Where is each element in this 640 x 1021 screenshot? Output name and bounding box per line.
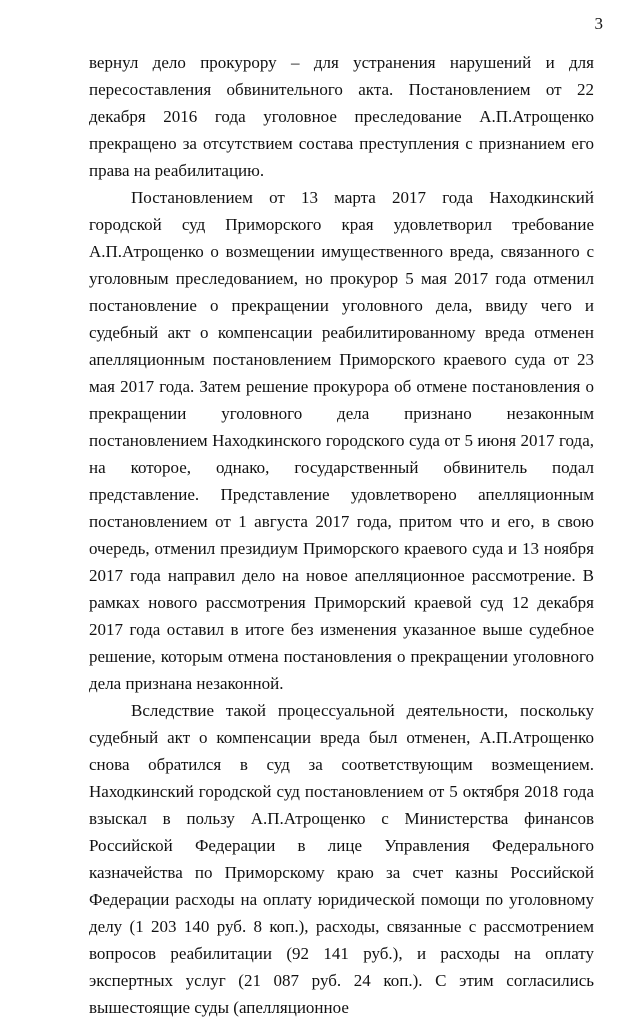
paragraph-court-decisions: Постановлением от 13 марта 2017 года Находкинский городской суд Приморского края удовлетворил требование А.П.Атрощенко о возмещении имущественного вреда, связанного с уголовным преследованием, но прокурор 5 мая 2017 года отменил постановление о прекращении уголовного дела, ввиду чего и судебный акт о компенсации реабилитированному вреда отменен апелляционным постановлением Приморского краевого суда от 23 мая 2017 года. Затем решение прокурора об отмене постановления о прекращении уголовного дела признано незаконным постановлением Находкинского городского суда от 5 июня 2017 года, на которое, однако, государственный обвинитель подал представление. Представление удовлетворено апелляционным постановлением от 1 августа 2017 года, притом что и его, в свою очередь, отменил президиум Приморского краевого суда и 13 ноября 2017 года направил дело на новое апелляционное рассмотрение. В рамках нового рассмотрения Приморский краевой суд 12 декабря 2017 года оставил в итоге без изменения указанное выше судебное решение, которым отмена постановления о прекращении уголовного дела признана незаконной. (89, 188, 594, 693)
paragraph-compensation: Вследствие такой процессуальной деятельности, поскольку судебный акт о компенсации вреда был отменен, А.П.Атрощенко снова обратился в суд за соответствующим возмещением. Находкинский городской суд постановлением от 5 октября 2018 года взыскал в пользу А.П.Атрощенко с Министерства финансов Российской Федерации в лице Управления Федерального казначейства по Приморскому краю за счет казны Российской Федерации расходы на оплату юридической помощи по уголовному делу (1 203 140 руб. 8 коп.), расходы, связанные с рассмотрением вопросов реабилитации (92 141 руб.), и расходы на оплату экспертных услуг (21 087 руб. 24 коп.). С этим согласились вышестоящие суды (апелляционное (89, 701, 594, 1017)
page-number: 3 (594, 14, 603, 33)
document-body (89, 49, 594, 1021)
paragraph-continuation: вернул дело прокурору – для устранения нарушений и для пересоставления обвинительного акта. Постановлением от 22 декабря 2016 года уголовное преследование А.П.Атрощенко прекращено за отсутствием состава преступления с признанием его права на реабилитацию. (89, 53, 594, 180)
